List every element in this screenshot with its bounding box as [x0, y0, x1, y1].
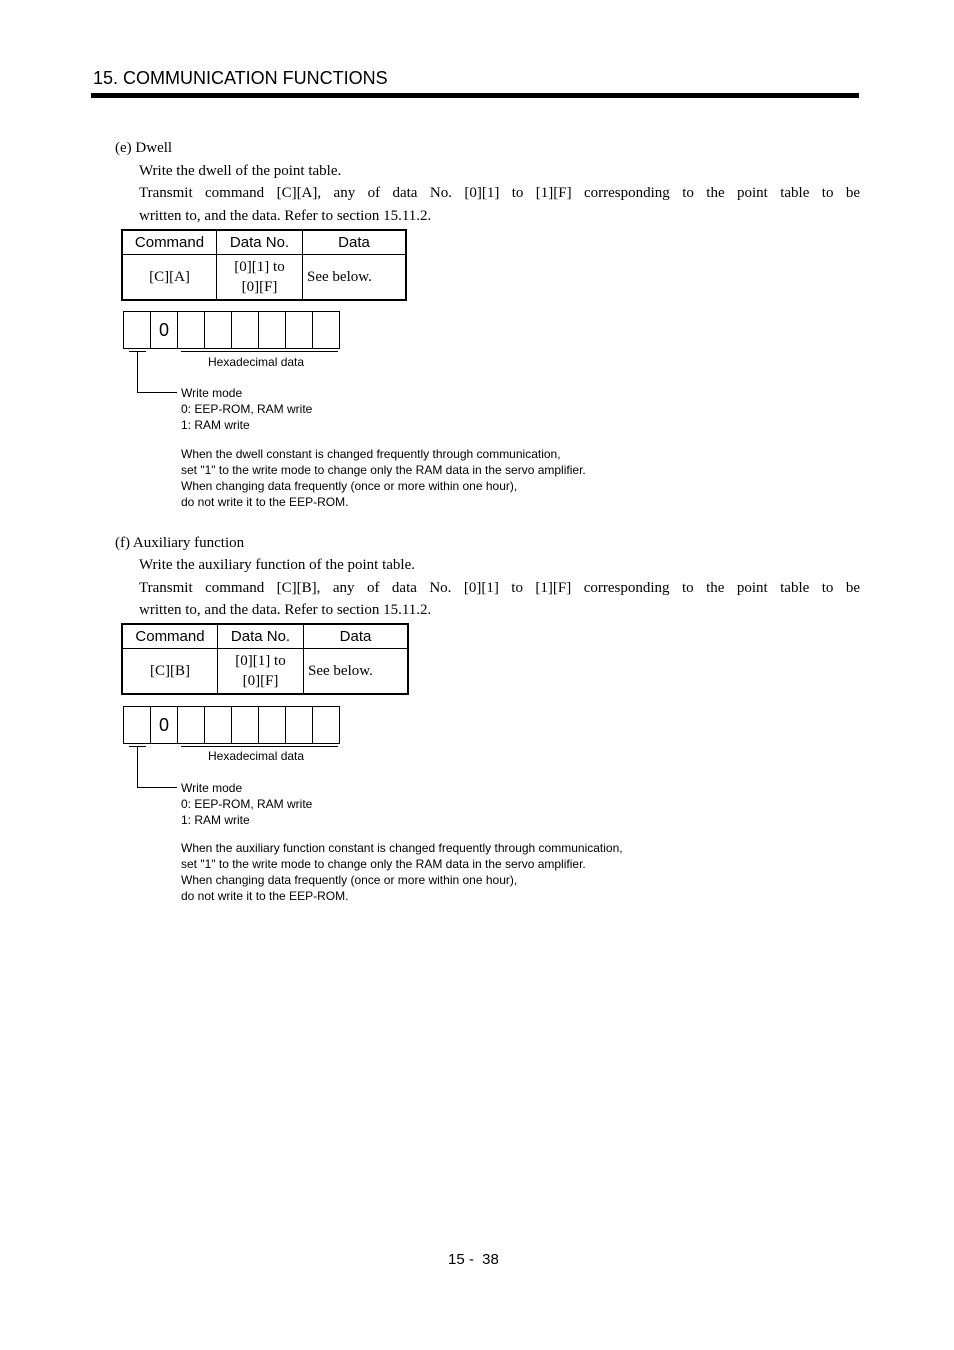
section-title: (f) Auxiliary function	[115, 535, 245, 551]
note-line: When changing data frequently (once or more within one hour),	[181, 873, 518, 887]
section-text-line: Transmit command [C][B], any of data No. [0][1] to [1][F] corresponding to the point table to be	[139, 580, 860, 596]
write-mode-vertical-line	[137, 746, 138, 788]
format-cell	[313, 312, 339, 348]
format-cell	[178, 707, 205, 743]
hex-bracket-line	[181, 351, 338, 352]
write-mode-option: 1: RAM write	[181, 418, 250, 432]
hex-data-label: Hexadecimal data	[208, 749, 305, 763]
table-header-data: Data	[303, 230, 407, 255]
write-mode-option: 0: EEP-ROM, RAM write	[181, 797, 313, 811]
format-cell	[286, 707, 313, 743]
note-line: set "1" to the write mode to change only the RAM data in the servo amplifier.	[181, 857, 586, 871]
format-cell	[232, 707, 259, 743]
note-line: When the auxiliary function constant is changed frequently through communication,	[181, 841, 623, 855]
format-cell	[313, 707, 339, 743]
format-cell-digit: 0	[151, 312, 178, 348]
data-no-line: [0][F]	[242, 673, 279, 689]
page-number: 15 - 38	[448, 1251, 499, 1268]
table-cell-data-no	[218, 649, 304, 695]
page-header-title: 15. COMMUNICATION FUNCTIONS	[93, 68, 388, 88]
format-cell	[205, 312, 232, 348]
data-format-cells	[123, 706, 340, 744]
format-cell	[124, 707, 151, 743]
data-no-line: [0][F]	[241, 279, 278, 295]
write-mode-horizontal-line	[137, 392, 177, 393]
format-cell	[124, 312, 151, 348]
section-text-line: Write the auxiliary function of the point table.	[139, 557, 415, 573]
table-cell-data: See below.	[303, 255, 407, 301]
command-table	[121, 229, 407, 301]
data-no-line: [0][1] to	[234, 259, 285, 275]
section-text-line: Transmit command [C][A], any of data No. [0][1] to [1][F] corresponding to the point table to be	[139, 185, 860, 201]
hex-bracket-line	[181, 746, 338, 747]
format-cell	[178, 312, 205, 348]
note-line: do not write it to the EEP-ROM.	[181, 495, 349, 509]
table-cell-command: [C][A]	[122, 255, 217, 301]
section-title: (e) Dwell	[115, 140, 173, 156]
note-line: do not write it to the EEP-ROM.	[181, 889, 349, 903]
header-rule	[91, 93, 859, 98]
format-cell	[232, 312, 259, 348]
table-header-command: Command	[122, 230, 217, 255]
write-mode-vertical-line	[137, 351, 138, 393]
section-text-line: Write the dwell of the point table.	[139, 163, 342, 179]
write-mode-label: Write mode	[181, 386, 243, 400]
hex-data-label: Hexadecimal data	[208, 355, 305, 369]
data-no-line: [0][1] to	[235, 653, 286, 669]
table-cell-data-no	[217, 255, 303, 301]
format-cell	[259, 707, 286, 743]
write-mode-label: Write mode	[181, 781, 243, 795]
section-text-line: written to, and the data. Refer to section 15.11.2.	[139, 602, 432, 618]
write-mode-option: 0: EEP-ROM, RAM write	[181, 402, 313, 416]
format-cell	[259, 312, 286, 348]
format-cell-digit: 0	[151, 707, 178, 743]
table-header-command: Command	[122, 624, 218, 649]
data-format-cells	[123, 311, 340, 349]
table-header-data-no: Data No.	[218, 624, 304, 649]
table-cell-data: See below.	[304, 649, 409, 695]
note-line: set "1" to the write mode to change only the RAM data in the servo amplifier.	[181, 463, 586, 477]
format-cell	[205, 707, 232, 743]
note-line: When the dwell constant is changed frequently through communication,	[181, 447, 561, 461]
write-mode-option: 1: RAM write	[181, 813, 250, 827]
table-header-data: Data	[304, 624, 409, 649]
command-table	[121, 623, 409, 695]
table-cell-command: [C][B]	[122, 649, 218, 695]
format-cell	[286, 312, 313, 348]
write-mode-horizontal-line	[137, 787, 177, 788]
note-line: When changing data frequently (once or more within one hour),	[181, 479, 518, 493]
table-header-data-no: Data No.	[217, 230, 303, 255]
section-text-line: written to, and the data. Refer to section 15.11.2.	[139, 208, 432, 224]
